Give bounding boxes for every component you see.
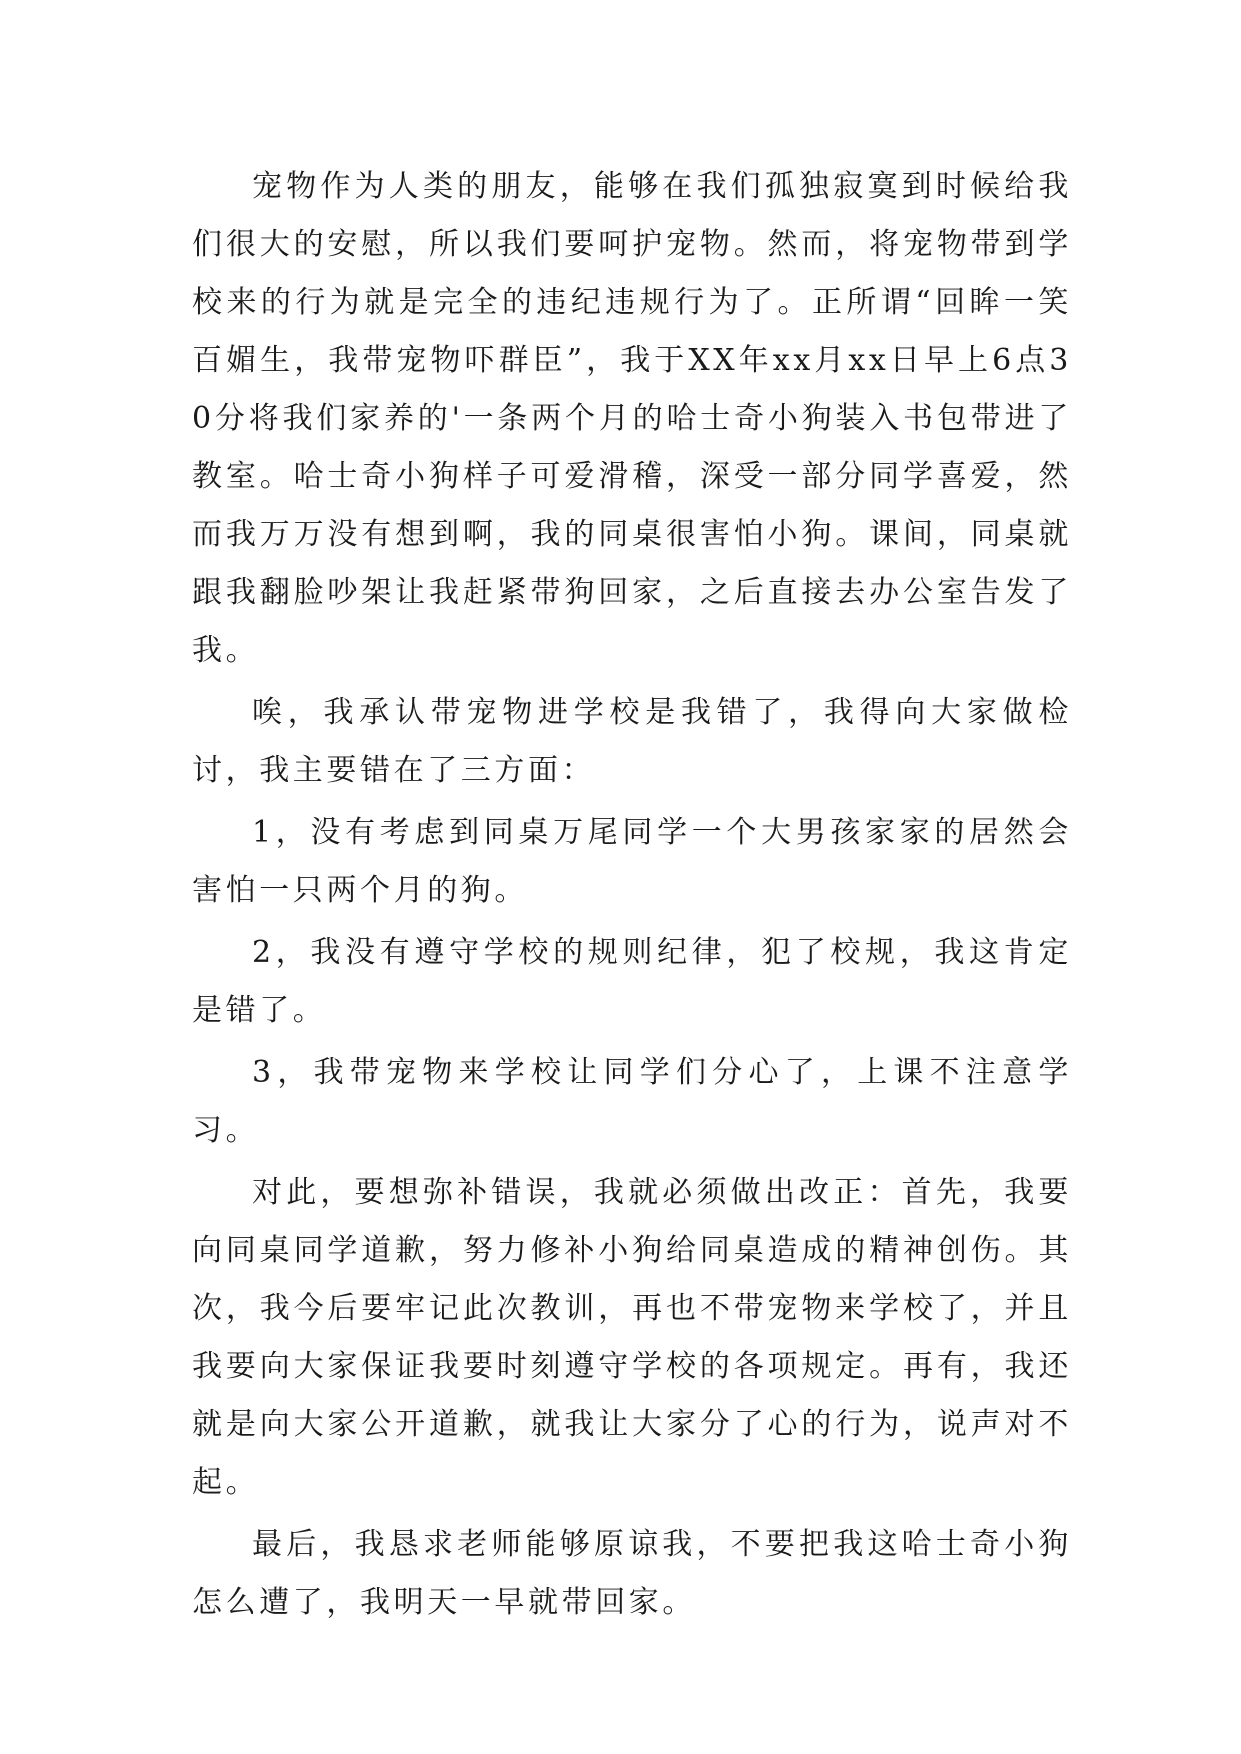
- paragraph-correction: 对此，要想弥补错误，我就必须做出改正：首先，我要向同桌同学道歉，努力修补小狗给同桌造成的精神创伤。其次，我今后要牢记此次教训，再也不带宠物来学校了，并且我要向大家保证我要时刻遵守学校的各项规定。再有，我还就是向大家公开道歉，就我让大家分了心的行为，说声对不起。: [192, 1175, 1072, 1500]
- paragraph-point-3: 3，我带宠物来学校让同学们分心了，上课不注意学习。: [192, 1055, 1072, 1148]
- paragraph-intro: 宠物作为人类的朋友，能够在我们孤独寂寞到时候给我们很大的安慰，所以我们要呵护宠物。然而，将宠物带到学校来的行为就是完全的违纪违规行为了。正所谓“回眸一笑百媚生，我带宠物吓群臣”，我于XX年xx月xx日早上6点30分将我们家养的'一条两个月的哈士奇小狗装入书包带进了教室。哈士奇小狗样子可爱滑稽，深受一部分同学喜爱，然而我万万没有想到啊，我的同桌很害怕小狗。课间，同桌就跟我翻脸吵架让我赶紧带狗回家，之后直接去办公室告发了我。: [192, 169, 1072, 668]
- paragraph-point-2: 2，我没有遵守学校的规则纪律，犯了校规，我这肯定是错了。: [192, 935, 1072, 1028]
- paragraph-point-1: 1，没有考虑到同桌万尾同学一个大男孩家家的居然会害怕一只两个月的狗。: [192, 815, 1072, 908]
- paragraph-admission: 唉，我承认带宠物进学校是我错了，我得向大家做检讨，我主要错在了三方面：: [192, 695, 1072, 788]
- document-body: [192, 158, 1072, 1636]
- paragraph-closing: 最后，我恳求老师能够原谅我，不要把我这哈士奇小狗怎么遭了，我明天一早就带回家。: [192, 1527, 1072, 1620]
